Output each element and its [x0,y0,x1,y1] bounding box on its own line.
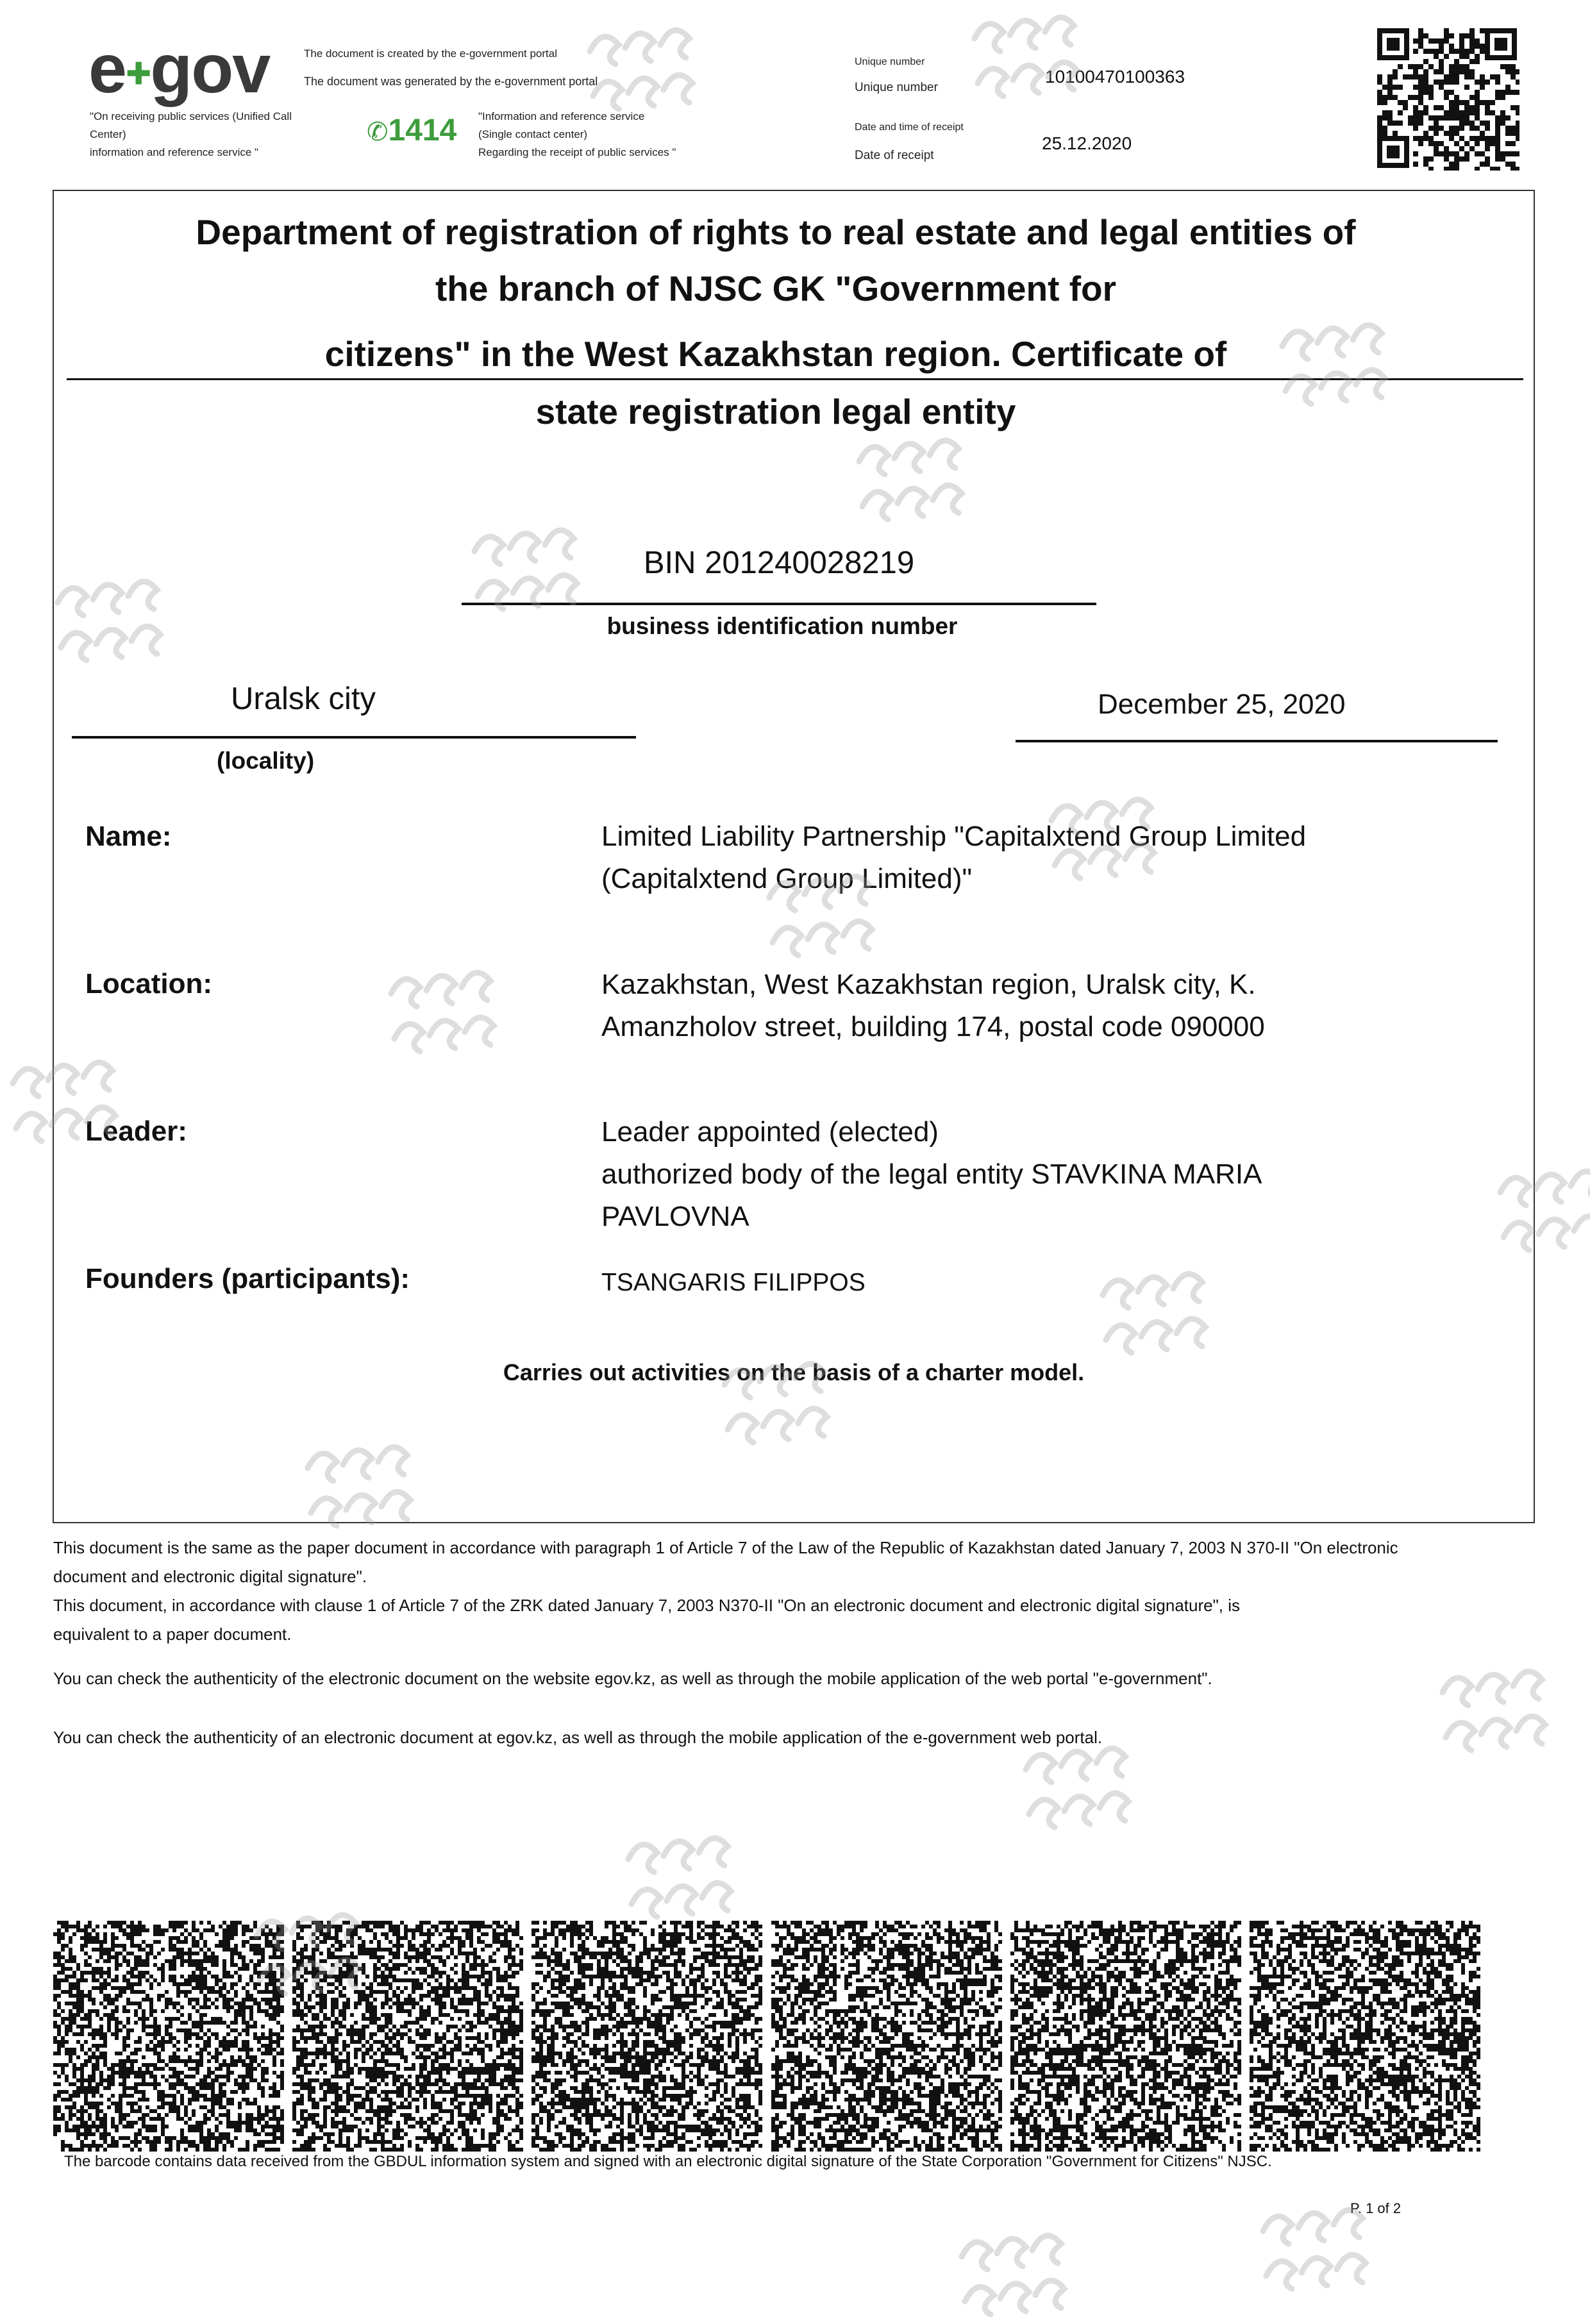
name-label: Name: [85,821,172,853]
location-value-line2: Amanzholov street, building 174, postal code 090000 [601,1006,1525,1048]
watermark-ornament-icon [1487,1154,1590,1257]
barcode-block-icon [771,1921,1002,2152]
info-line3: Regarding the receipt of public services " [478,144,676,162]
certificate-title-line3: citizens" in the West Kazakhstan region. Certificate of [90,333,1462,374]
phone-icon: ✆ [367,118,389,146]
watermark-ornament-icon [295,1430,417,1532]
info-line2: (Single contact center) [478,126,676,144]
name-value-line2: (Capitalxtend Group Limited)" [601,858,1525,900]
unique-number-value: 10100470100363 [1045,67,1185,87]
unified-call-center-text [90,108,292,162]
leader-value-line3: PAVLOVNA [601,1196,1525,1238]
watermark-ornament-icon [757,859,878,962]
name-value-line1: Limited Liability Partnership "Capitalxtend Group Limited [601,815,1525,858]
location-value [601,964,1525,1048]
page-number: P. 1 of 2 [1350,2200,1401,2217]
bin-caption: business identification number [462,613,1103,640]
locality-value: Uralsk city [231,681,376,717]
info-line1: "Information and reference service [478,108,676,126]
authenticity-note-1: You can check the authenticity of the electronic document on the website egov.kz, as well as through the mobile application of the web portal "e-government". [53,1664,1541,1693]
watermark-ornament-icon [712,1346,833,1449]
founders-value [601,1262,1525,1304]
barcode-block-icon [1250,1921,1480,2152]
founders-value-line1: TSANGARIS FILIPPOS [601,1262,1525,1304]
date-of-receipt-value: 25.12.2020 [1042,133,1132,154]
watermark-ornament-icon [1013,1731,1135,1834]
egov-logo [88,28,269,108]
created-line: The document is created by the e-government portal [304,47,557,60]
certificate-title-line4: state registration legal entity [90,391,1462,432]
watermark-ornament-icon [577,13,699,115]
logo-main: gov [150,29,269,107]
locality-caption: (locality) [217,748,314,774]
location-value-line1: Kazakhstan, West Kazakhstan region, Uralsk city, K. [601,964,1525,1006]
leader-value-line2: authorized body of the legal entity STAVKINA MARIA [601,1153,1525,1196]
watermark-ornament-icon [1039,782,1160,885]
logo-prefix: e [88,29,126,107]
legal-paragraph-1-line1: This document is the same as the paper document in accordance with paragraph 1 of Article 7 of the Law of the Republic of Kazakhstan dated January 7, 2003 N 370-II "On electronic [53,1534,1541,1562]
date-underline [1016,740,1498,742]
leader-label: Leader: [85,1116,187,1148]
watermark-ornament-icon [962,0,1084,103]
legal-paragraph-2-line2: equivalent to a paper document. [53,1620,1541,1649]
phone-number [367,113,456,148]
legal-paragraph-1-line2: document and electronic digital signature". [53,1562,1541,1591]
certificate-date: December 25, 2020 [1098,689,1345,721]
watermark-ornament-icon [1090,1257,1212,1359]
watermark-ornament-icon [45,564,167,667]
legal-paragraph-2-line1: This document, in accordance with clause 1 of Article 7 of the ZRK dated January 7, 2003 N370-II "On an electronic document and electronic digital signature", is [53,1591,1541,1620]
location-label: Location: [85,968,212,1000]
barcode-note: The barcode contains data received from the GBDUL information system and signed with an electronic digital signature of the State Corporation "Government for Citizens" NJSC. [64,2153,1532,2171]
unique-number-label-2: Unique number [855,81,938,95]
watermark-ornament-icon [846,423,968,526]
bin-number: BIN 201240028219 [462,545,1096,581]
watermark-ornament-icon [1269,308,1391,410]
date-time-label: Date and time of receipt [855,122,964,133]
leader-value [601,1111,1525,1238]
qr-code-icon [1375,26,1519,171]
authenticity-note-2: You can check the authenticity of an electronic document at egov.kz, as well as through the mobile application of the e-government web portal. [53,1723,1541,1752]
founders-label: Founders (participants): [85,1263,410,1295]
barcode-block-icon [1010,1921,1241,2152]
leader-value-line1: Leader appointed (elected) [601,1111,1525,1153]
unified-call-line1: "On receiving public services (Unified Call [90,108,292,126]
unified-call-line2: Center) [90,126,292,144]
legal-paragraph-2 [53,1591,1541,1649]
watermark-ornament-icon [1250,2193,1372,2295]
date-of-receipt-label: Date of receipt [855,149,934,163]
unique-number-label: Unique number [855,56,925,68]
watermark-ornament-icon [244,1898,365,2000]
watermark-ornament-icon [949,2218,1071,2321]
watermark-ornament-icon [615,1821,737,1923]
unified-call-line3: information and reference service " [90,144,292,162]
legal-paragraph-1 [53,1534,1541,1591]
phone-number-text: 1414 [389,113,457,147]
activity-note: Carries out activities on the basis of a charter model. [53,1359,1535,1386]
certificate-title-line2: the branch of NJSC GK "Government for [90,268,1462,309]
watermark-ornament-icon [378,955,500,1058]
logo-plus-icon: ✚ [126,57,150,91]
watermark-ornament-icon [462,513,583,615]
generated-line: The document was generated by the e-government portal [304,72,598,91]
watermark-ornament-icon [1430,1654,1552,1757]
barcode-block-icon [531,1921,762,2152]
locality-underline [72,736,636,739]
watermark-ornament-icon [0,1045,122,1148]
certificate-title-line1: Department of registration of rights to real estate and legal entities of [90,212,1462,253]
info-service-text [478,108,676,162]
